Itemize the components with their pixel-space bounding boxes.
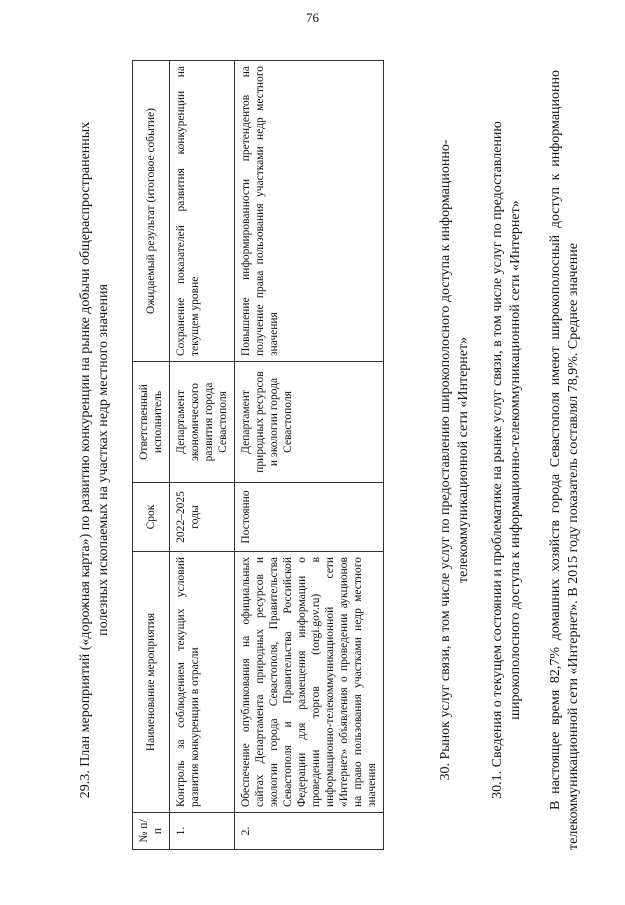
row-term: 2022–2025 годы — [170, 483, 235, 552]
rotated-content — [37, 50, 597, 870]
row-activity: Контроль за соблюдением текущих условий развития конкуренции в отрасли — [170, 552, 235, 813]
roadmap-table — [132, 60, 384, 850]
table-header-row — [133, 61, 170, 850]
page-number: 76 — [306, 10, 319, 25]
body-paragraph — [547, 70, 583, 850]
table-row — [235, 61, 384, 850]
row-activity: Обеспечение опубликования на официальных сайтах Департамента природных ресурсов и экологии города Севастополя, Правительства Севастополя и Правительства Российской Федерации для размещения информации о проведении торгов (torgi.gov.ru) в информационно-телекоммуникационной сети «Интернет» объявления о проведении аукционов на право пользования участками недр местного значения — [235, 552, 384, 813]
table-row — [170, 61, 235, 850]
row-executor: Департамент природных ресурсов и экологии города Севастополя — [235, 362, 384, 483]
row-no: 2. — [235, 813, 384, 850]
row-term: Постоянно — [235, 483, 384, 552]
row-executor: Департамент экономического развития города Севастополя — [170, 362, 235, 483]
row-result: Повышение информированности претендентов на получение права пользования участками недр местного значения — [235, 61, 384, 362]
section-title: 29.3. План мероприятий («дорожная карта») по развитию конкуренции на рынке добычи общераспространенных полезных ископаемых на участках недр местного значения — [78, 121, 111, 799]
heading-30-1: 30.1. Сведения о текущем состоянии и проблематике на рынке услуг связи, в том числе услуг по предоставлению широкополосного доступа к информационно-телекоммуникационной сети «Интернет» — [490, 121, 523, 799]
header-activity: Наименование мероприятия — [133, 552, 170, 813]
header-executor: Ответственный исполнитель — [133, 362, 170, 483]
header-term: Срок — [133, 483, 170, 552]
header-result: Ожидаемый результат (итоговое событие) — [133, 61, 170, 362]
header-no: № п/п — [133, 813, 170, 850]
row-result: Сохранение показателей развития конкуренции на текущем уровне — [170, 61, 235, 362]
heading-30: 30. Рынок услуг связи, в том числе услуг по предоставлению широкополосного доступа к информационно-телекоммуникационной сети «Интернет» — [438, 139, 471, 781]
row-no: 1. — [170, 813, 235, 850]
paragraph-text: В настоящее время 82,7% домашних хозяйств города Севастополя имеют широкополосный доступ к информационно телекоммуникационной сети «Интернет». В 2015 году показатель составлял 78,9%. Среднее значение — [548, 70, 581, 850]
